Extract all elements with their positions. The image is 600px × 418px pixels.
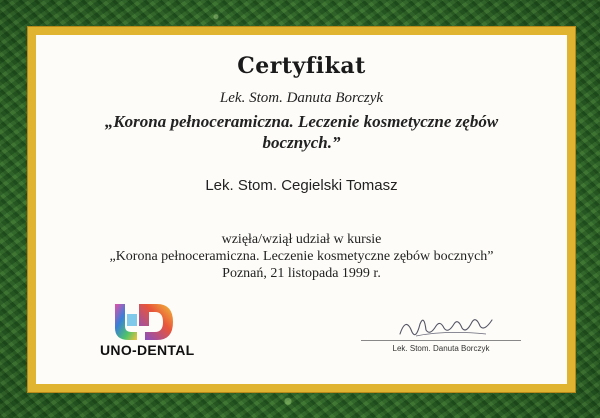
certificate-card bbox=[36, 35, 567, 384]
instructor-name: Lek. Stom. Danuta Borczyk bbox=[219, 90, 384, 106]
place-and-date: Poznań, 21 listopada 1999 r. bbox=[222, 266, 381, 281]
participation-statement: wzięła/wziął udział w kursie bbox=[221, 232, 382, 247]
handwritten-signature-icon bbox=[396, 310, 506, 342]
course-title: „Korona pełnoceramiczna. Leczenie kosmetyczne zębów bocznych.” bbox=[104, 112, 499, 152]
certificate-title: Certyfikat bbox=[237, 53, 366, 79]
uno-dental-logo-icon bbox=[111, 302, 181, 342]
participant-name: Lek. Stom. Cegielski Tomasz bbox=[205, 177, 398, 194]
signature-line bbox=[361, 340, 521, 341]
course-reference: „Korona pełnoceramiczna. Leczenie kosmetyczne zębów bocznych” bbox=[109, 249, 494, 264]
signer-name: Lek. Stom. Danuta Borczyk bbox=[392, 344, 490, 353]
uno-dental-wordmark: UNO-DENTAL bbox=[100, 342, 195, 358]
